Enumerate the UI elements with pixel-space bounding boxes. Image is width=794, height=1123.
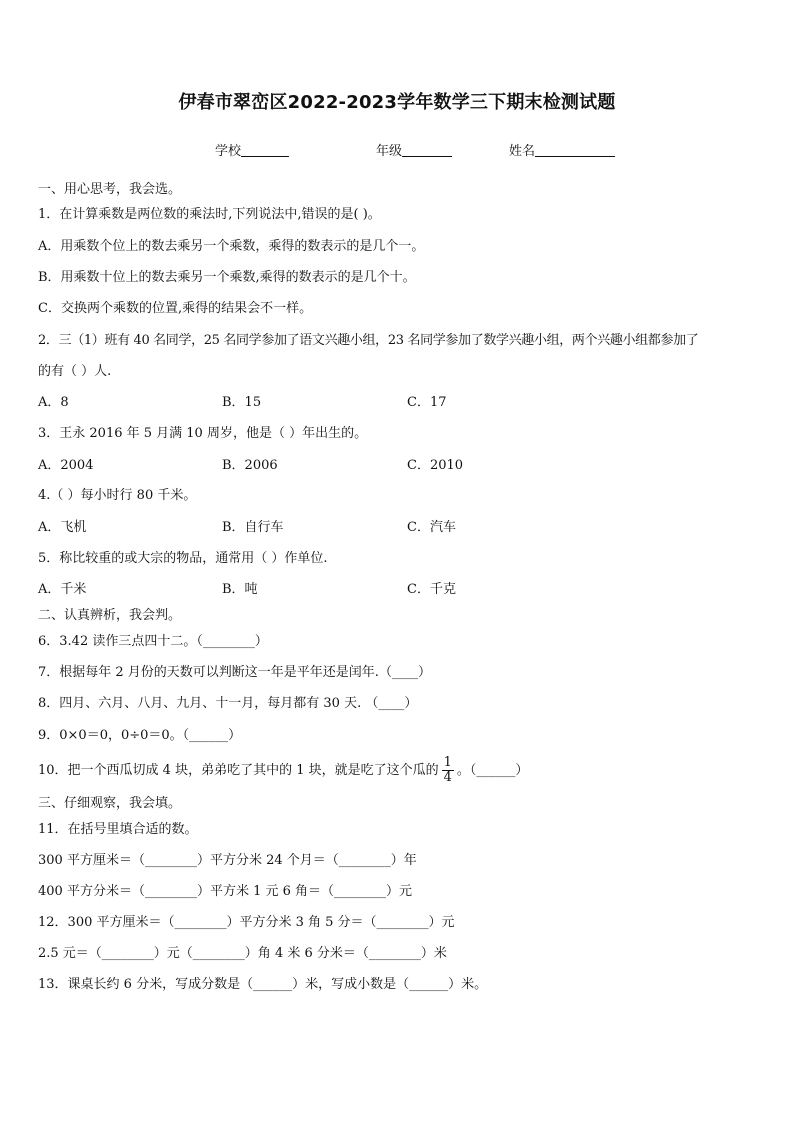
question-4: 4.（ ）每小时行 80 千米。 (38, 488, 197, 503)
q1-option-a: A．用乘数个位上的数去乘另一个乘数，乘得的数表示的是几个一。 (38, 239, 425, 254)
question-2: 2．三（1）班有 40 名同学，25 名同学参加了语文兴趣小组，23 名同学参加了数学兴趣小组，两个兴趣小组都参加了 (38, 333, 699, 348)
fraction-denominator: 4 (443, 770, 452, 785)
fraction-one-quarter (442, 756, 454, 785)
question-2-cont: 的有（ ）人. (38, 364, 112, 379)
question-9: 9．0×0＝0，0÷0＝0。（______） (38, 728, 242, 743)
q10-answer-blank: 。（______） (456, 763, 529, 778)
q11-row-1: 300 平方厘米＝（________）平方分米 24 个月＝（________）年 (38, 853, 417, 868)
q2-option-b: B．15 (222, 395, 262, 410)
question-12: 12．300 平方厘米＝（________）平方分米 3 角 5 分＝（________）元 (38, 915, 455, 930)
question-6: 6．3.42 读作三点四十二。（________） (38, 634, 268, 649)
name-field (509, 140, 615, 159)
section-1-heading: 一、用心思考，我会选。 (38, 182, 182, 197)
q3-option-b: B．2006 (222, 458, 278, 473)
question-10 (38, 756, 528, 786)
question-1: 1．在计算乘数是两位数的乘法时,下列说法中,错误的是( )。 (38, 207, 381, 222)
question-11: 11．在括号里填合适的数。 (38, 822, 198, 837)
q1-option-b: B．用乘数十位上的数去乘另一个乘数,乘得的数表示的是几个十。 (38, 270, 416, 285)
name-blank (535, 142, 615, 157)
q3-option-a: A．2004 (38, 458, 94, 473)
question-5: 5．称比较重的或大宗的物品，通常用（ ）作单位. (38, 551, 328, 566)
question-3: 3．王永 2016 年 5 月满 10 周岁，他是（ ）年出生的。 (38, 426, 368, 441)
q5-option-a: A．千米 (38, 582, 87, 597)
grade-blank (402, 142, 452, 157)
section-3-heading: 三、仔细观察，我会填。 (38, 796, 182, 811)
q3-option-c: C．2010 (407, 458, 464, 473)
q5-option-b: B．吨 (222, 582, 258, 597)
page-title: 伊春市翠峦区2022-2023学年数学三下期末检测试题 (178, 92, 616, 113)
q1-option-c: C．交换两个乘数的位置,乘得的结果会不一样。 (38, 301, 313, 316)
q12-row-2: 2.5 元＝（________）元（________）角 4 米 6 分米＝（________）米 (38, 946, 447, 961)
fraction-numerator: 1 (443, 755, 452, 770)
section-2-heading: 二、认真辨析，我会判。 (38, 608, 182, 623)
question-8: 8．四月、六月、八月、九月、十一月，每月都有 30 天. （____） (38, 696, 418, 711)
q4-option-b: B．自行车 (222, 520, 284, 535)
school-blank (241, 142, 289, 157)
q11-row-2: 400 平方分米＝（________）平方米 1 元 6 角＝（________）元 (38, 884, 413, 899)
q2-option-a: A．8 (38, 395, 69, 410)
grade-field (376, 140, 452, 159)
school-label: 学校 (215, 144, 242, 159)
grade-label: 年级 (376, 144, 403, 159)
q4-option-c: C．汽车 (407, 520, 456, 535)
question-13: 13．课桌长约 6 分米，写成分数是（______）米，写成小数是（______）米。 (38, 977, 488, 992)
q2-option-c: C．17 (407, 395, 447, 410)
q10-text: 10．把一个西瓜切成 4 块，弟弟吃了其中的 1 块，就是吃了这个瓜的 (38, 763, 439, 778)
q5-option-c: C．千克 (407, 582, 456, 597)
question-7: 7．根据每年 2 月份的天数可以判断这一年是平年还是闰年.（____） (38, 665, 431, 680)
name-label: 姓名 (509, 144, 536, 159)
q4-option-a: A．飞机 (38, 520, 87, 535)
school-field (215, 140, 289, 159)
